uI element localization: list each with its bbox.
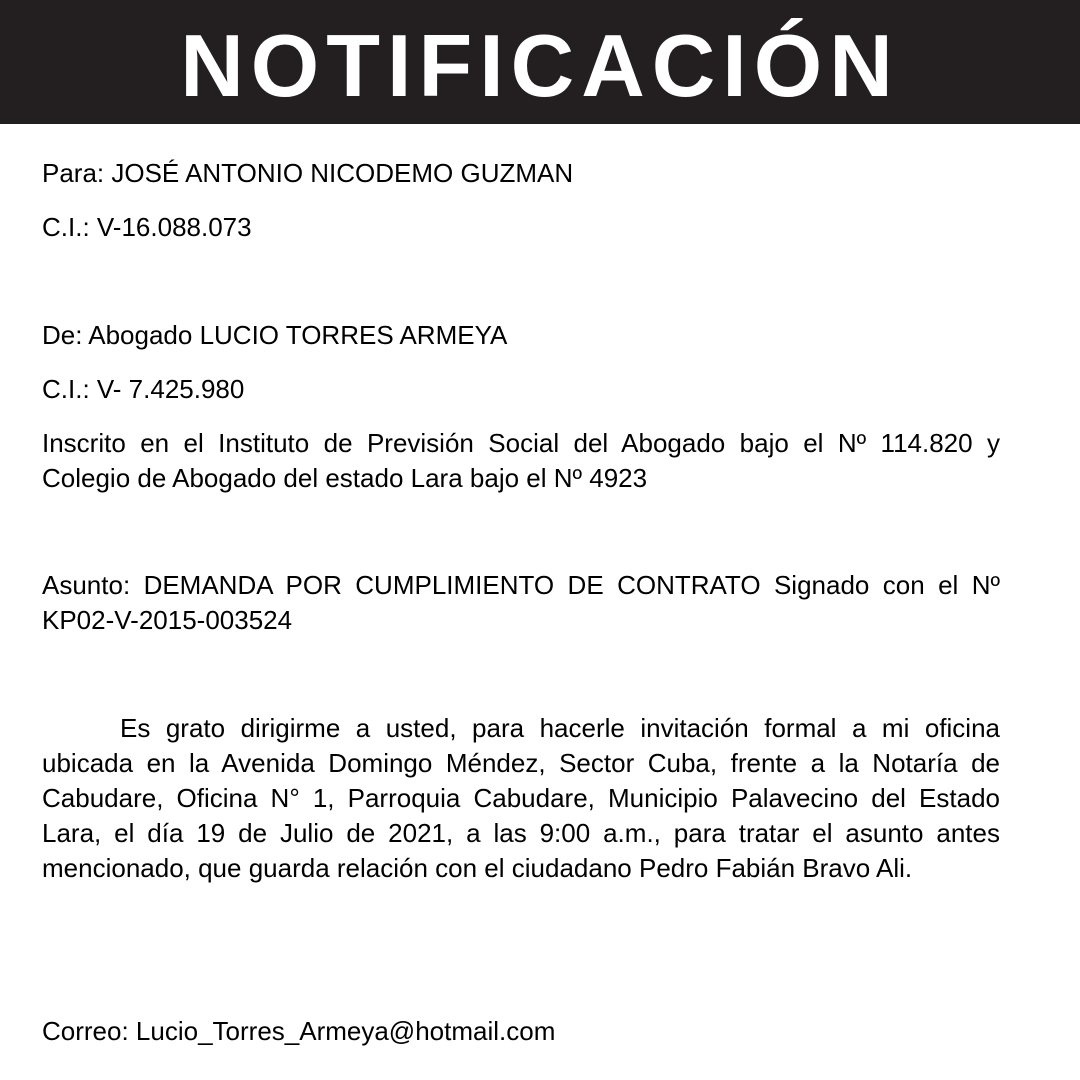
recipient-line: Para: JOSÉ ANTONIO NICODEMO GUZMAN: [42, 158, 574, 188]
title-banner: [0, 0, 1080, 124]
sender-id-line: C.I.: V- 7.425.980: [42, 374, 245, 404]
page-title: NOTIFICACIÓN: [180, 16, 900, 115]
email-line: Correo: Lucio_Torres_Armeya@hotmail.com: [42, 1016, 556, 1046]
body-paragraph: Es grato dirigirme a usted, para hacerle invitación formal a mi oficina ubicada en la Avenida Domingo Méndez, Sector Cuba, frente a la Notaría de Cabudare, Oficina N° 1, Parroquia Cabudare, Municipio Palavecino del Estado Lara, el día 19 de Julio de 2021, a las 9:00 a.m., para tratar el asunto antes mencionado, que guarda relación con el ciudadano Pedro Fabián Bravo Ali.: [42, 713, 1000, 883]
recipient-id-line: C.I.: V-16.088.073: [42, 212, 252, 242]
sender-line: De: Abogado LUCIO TORRES ARMEYA: [42, 320, 508, 350]
sender-registration: Inscrito en el Instituto de Previsión Social del Abogado bajo el Nº 114.820 y Colegio de Abogado del estado Lara bajo el Nº 4923: [42, 428, 1000, 493]
subject-line: Asunto: DEMANDA POR CUMPLIMIENTO DE CONTRATO Signado con el Nº KP02-V-2015-003524: [42, 570, 1000, 635]
